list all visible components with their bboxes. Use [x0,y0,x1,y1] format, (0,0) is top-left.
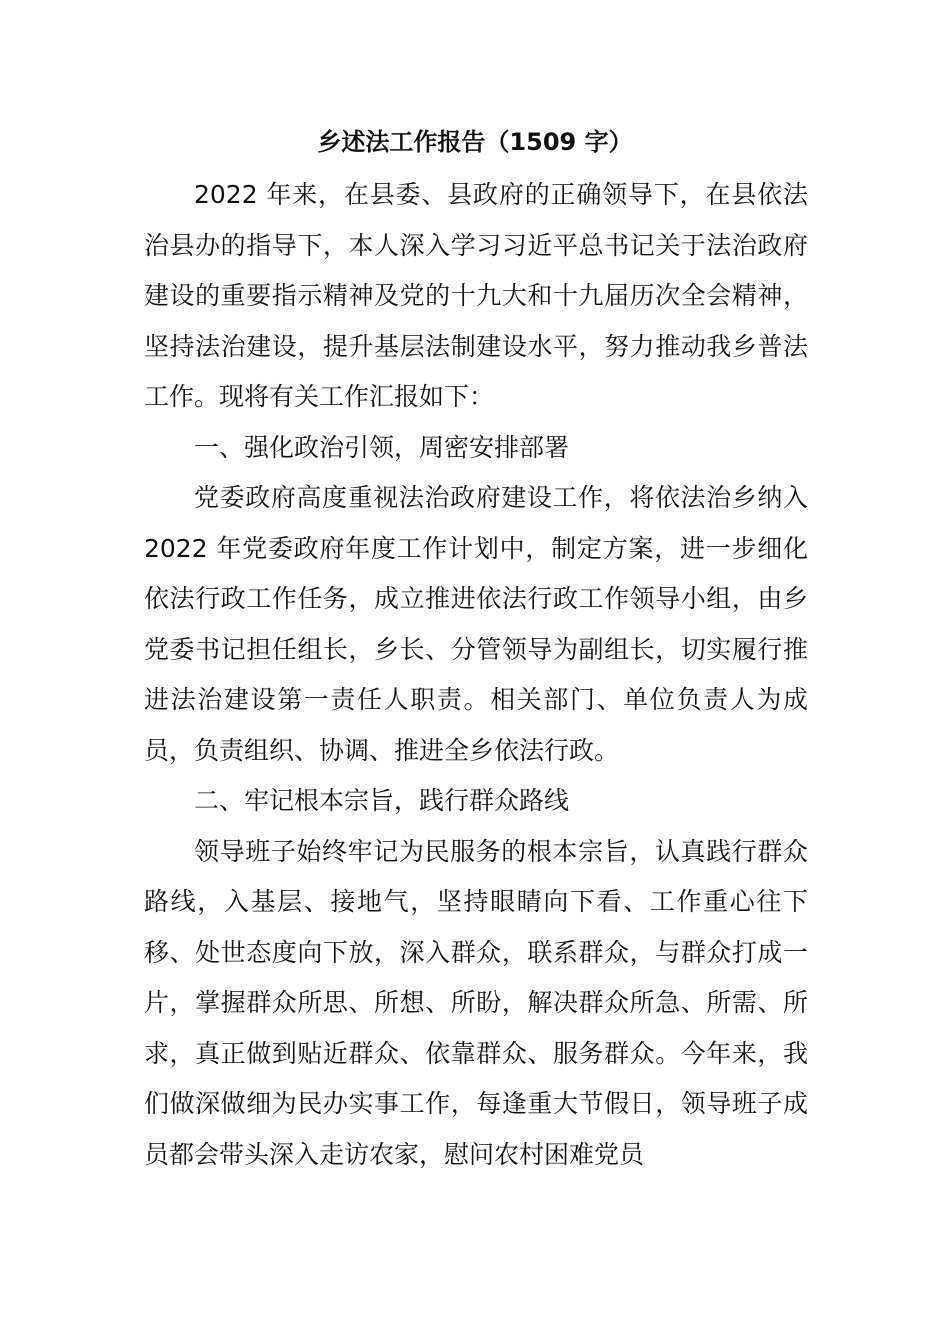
section-2-paragraph: 领导班子始终牢记为民服务的根本宗旨，认真践行群众路线，入基层、接地气，坚持眼睛向下看、工作重心往下移、处世态度向下放，深入群众，联系群众，与群众打成一片，掌握群众所思、所想、所盼，解决群众所急、所需、所求，真正做到贴近群众、依靠群众、服务群众。今年来，我们做深做细为民办实事工作，每逢重大节假日，领导班子成员都会带头深入走访农家，慰问农村困难党员 [144,836,808,1169]
section-heading-1: 一、强化政治引领，周密安排部署 [194,432,570,462]
document-title: 乡述法工作报告（1509 字） [317,128,633,156]
intro-paragraph: 2022 年来，在县委、县政府的正确领导下，在县依法治县办的指导下，本人深入学习习近平总书记关于法治政府建设的重要指示精神及党的十九大和十九届历次全会精神，坚持法治建设，提升基层法制建设水平，努力推动我乡普法工作。现将有关工作汇报如下： [144,180,808,411]
section-heading-2: 二、牢记根本宗旨，践行群众路线 [194,786,570,815]
section-1-paragraph: 党委政府高度重视法治政府建设工作，将依法治乡纳入 2022 年党委政府年度工作计划中，制定方案，进一步细化依法行政工作任务，成立推进依法行政工作领导小组，由乡党委书记担任组长，乡长、分管领导为副组长，切实履行推进法治建设第一责任人职责。相关部门、单位负责人为成员，负责组织、协调、推进全乡依法行政。 [144,483,808,765]
document-body [144,170,808,1180]
